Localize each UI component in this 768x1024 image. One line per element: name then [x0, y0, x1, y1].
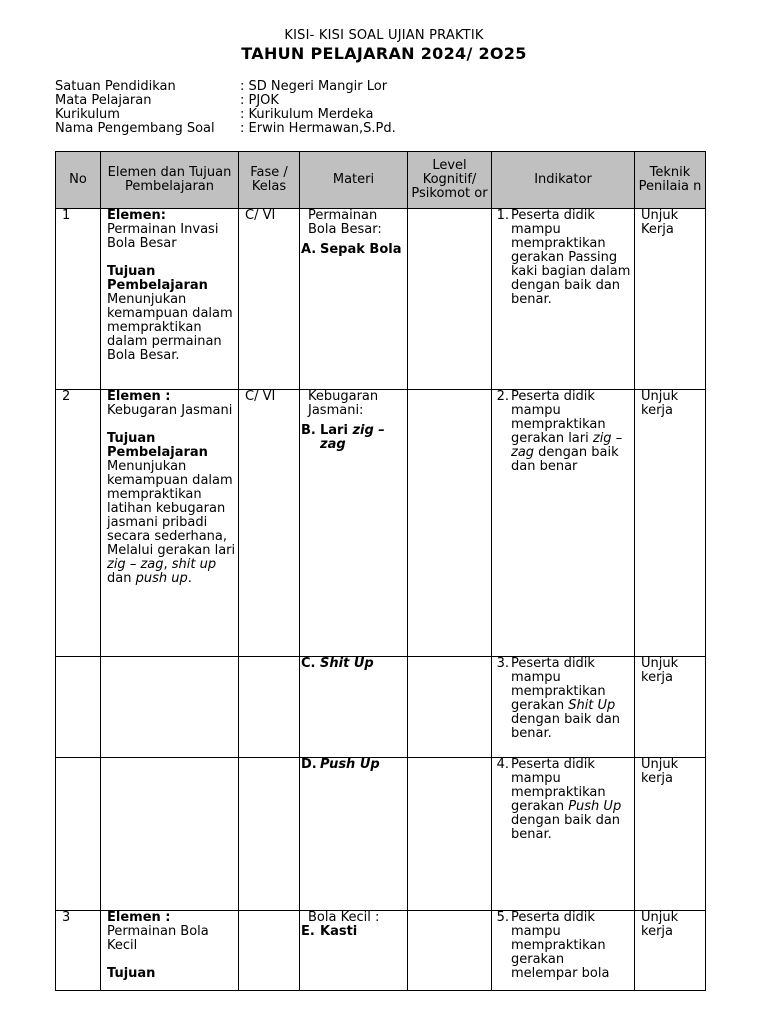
tujuan-text-part: Menunjukan kemampuan dalam mempraktikan latihan kebugaran jasmani pribadi secara sederhana, Melalui gerakan lari — [107, 459, 236, 558]
table-row — [56, 758, 706, 911]
header-level: Level Kognitif/ Psikomot or — [408, 152, 492, 209]
elemen-label: Elemen : — [107, 389, 171, 404]
info-value: : PJOK — [240, 93, 279, 108]
cell-level — [408, 390, 492, 657]
materi-item-text: Push Up — [320, 757, 380, 772]
elemen-text: Permainan Bola Kecil — [107, 924, 209, 953]
header-fase: Fase / Kelas — [239, 152, 300, 209]
indikator-italic-part: Push Up — [568, 799, 622, 814]
cell-materi — [300, 390, 408, 657]
materi-letter: A. — [301, 242, 317, 257]
cell-no: 2 — [56, 390, 101, 657]
tujuan-text — [107, 460, 238, 586]
cell-indikator — [492, 758, 635, 911]
elemen-text: Permainan Invasi Bola Besar — [107, 222, 219, 251]
indikator-text-part: Peserta didik mampu mempraktikan gerakan — [511, 757, 606, 814]
cell-teknik: Unjuk kerja — [635, 657, 706, 758]
indikator-text-part: Peserta didik mampu mempraktikan gerakan lari — [511, 389, 606, 446]
cell-no: 3 — [56, 911, 101, 991]
header-materi: Materi — [300, 152, 408, 209]
indikator-item — [492, 911, 634, 981]
tujuan-text-part: . — [187, 571, 192, 586]
header-teknik: Teknik Penilaia n — [635, 152, 706, 209]
indikator-text — [511, 390, 634, 474]
info-label: Satuan Pendidikan — [55, 79, 176, 94]
cell-no — [56, 657, 101, 758]
info-value: : Erwin Hermawan,S.Pd. — [240, 121, 396, 136]
indikator-italic-part: Shit Up — [568, 698, 616, 713]
cell-indikator — [492, 911, 635, 991]
materi-item — [301, 657, 407, 671]
materi-item-text: Sepak Bola — [320, 242, 402, 257]
indikator-text-part: Peserta didik mampu mempraktikan gerakan — [511, 656, 606, 713]
cell-teknik: Unjuk Kerja — [635, 209, 706, 390]
cell-indikator — [492, 209, 635, 390]
tujuan-label: Tujuan Pembelajaran — [107, 264, 208, 293]
cell-level — [408, 657, 492, 758]
cell-teknik: Unjuk kerja — [635, 758, 706, 911]
materi-italic-part: zig – zag — [320, 423, 385, 452]
materi-title: Kebugaran Jasmani: — [308, 389, 379, 418]
materi-item-text: Kasti — [320, 924, 358, 939]
indikator-item — [492, 390, 634, 474]
table-header-row — [56, 152, 706, 209]
cell-level — [408, 911, 492, 991]
indikator-text — [511, 657, 634, 741]
indikator-item — [492, 209, 634, 307]
indikator-text-part: dengan baik dan benar. — [511, 712, 621, 741]
indikator-text: Peserta didik mampu mempraktikan gerakan melempar bola — [511, 910, 610, 981]
cell-materi — [300, 657, 408, 758]
cell-indikator — [492, 657, 635, 758]
cell-materi — [300, 911, 408, 991]
cell-elemen — [101, 209, 239, 390]
header-no: No — [56, 152, 101, 209]
materi-item — [301, 758, 407, 772]
cell-no: 1 — [56, 209, 101, 390]
elemen-label: Elemen : — [107, 910, 171, 925]
elemen-label: Elemen: — [107, 208, 166, 223]
tujuan-label: Tujuan Pembelajaran — [107, 431, 208, 460]
info-label: Nama Pengembang Soal — [55, 121, 215, 136]
cell-materi — [300, 758, 408, 911]
document-title: TAHUN PELAJARAN 2024/ 2O25 — [241, 44, 527, 63]
indikator-italic-part: zig – zag — [511, 431, 623, 460]
table-row — [56, 657, 706, 758]
indikator-number: 1. — [496, 208, 509, 223]
materi-item-text: Shit Up — [320, 656, 374, 671]
document-subtitle: KISI- KISI SOAL UJIAN PRAKTIK — [284, 28, 484, 43]
info-label: Mata Pelajaran — [55, 93, 152, 108]
info-value: : Kurikulum Merdeka — [240, 107, 374, 122]
materi-letter: C. — [301, 656, 316, 671]
materi-item — [301, 925, 407, 939]
indikator-text-part: dengan baik dan benar. — [511, 813, 621, 842]
info-row-school — [55, 80, 396, 94]
document-info — [55, 80, 396, 136]
tujuan-label: Tujuan — [107, 966, 156, 981]
cell-fase: C/ VI — [239, 390, 300, 657]
indikator-number: 2. — [496, 389, 509, 404]
cell-fase: C/ VI — [239, 209, 300, 390]
info-row-subject — [55, 94, 396, 108]
info-label: Kurikulum — [55, 107, 120, 122]
indikator-text-part: dengan baik dan benar — [511, 445, 619, 474]
materi-letter: D. — [301, 757, 317, 772]
materi-item — [301, 243, 407, 257]
indikator-number: 4. — [496, 757, 509, 772]
kisi-kisi-table — [55, 151, 706, 991]
materi-title: Bola Kecil : — [308, 910, 380, 925]
cell-elemen — [101, 390, 239, 657]
materi-item-text — [320, 424, 407, 452]
cell-elemen — [101, 911, 239, 991]
cell-teknik: Unjuk kerja — [635, 390, 706, 657]
table-row — [56, 209, 706, 390]
materi-item — [301, 424, 407, 452]
tujuan-text-part: , — [163, 557, 172, 572]
materi-letter: E. — [301, 924, 315, 939]
indikator-item — [492, 758, 634, 842]
header-indikator: Indikator — [492, 152, 635, 209]
indikator-text — [511, 758, 634, 842]
indikator-number: 3. — [496, 656, 509, 671]
tujuan-italic-part: push up — [135, 571, 188, 586]
table-row — [56, 390, 706, 657]
cell-fase — [239, 657, 300, 758]
materi-letter: B. — [301, 423, 316, 438]
cell-elemen — [101, 758, 239, 911]
tujuan-text-part: dan — [107, 571, 136, 586]
tujuan-text: Menunjukan kemampuan dalam mempraktikan dalam permainan Bola Besar. — [107, 292, 233, 363]
indikator-item — [492, 657, 634, 741]
elemen-text: Kebugaran Jasmani — [107, 403, 233, 418]
materi-title: Permainan Bola Besar: — [308, 208, 382, 237]
indikator-number: 5. — [496, 910, 509, 925]
cell-indikator — [492, 390, 635, 657]
info-row-curriculum — [55, 108, 396, 122]
cell-level — [408, 209, 492, 390]
tujuan-italic-part: shit up — [171, 557, 217, 572]
cell-teknik: Unjuk kerja — [635, 911, 706, 991]
indikator-text: Peserta didik mampu mempraktikan gerakan Passing kaki bagian dalam dengan baik dan benar. — [511, 208, 631, 307]
cell-elemen — [101, 657, 239, 758]
cell-level — [408, 758, 492, 911]
cell-materi — [300, 209, 408, 390]
cell-no — [56, 758, 101, 911]
tujuan-italic-part: zig – zag — [107, 557, 164, 572]
info-row-developer — [55, 122, 396, 136]
cell-fase — [239, 758, 300, 911]
materi-text-part: Lari — [320, 423, 353, 438]
table-row — [56, 911, 706, 991]
cell-fase — [239, 911, 300, 991]
header-elemen: Elemen dan Tujuan Pembelajaran — [101, 152, 239, 209]
info-value: : SD Negeri Mangir Lor — [240, 79, 388, 94]
